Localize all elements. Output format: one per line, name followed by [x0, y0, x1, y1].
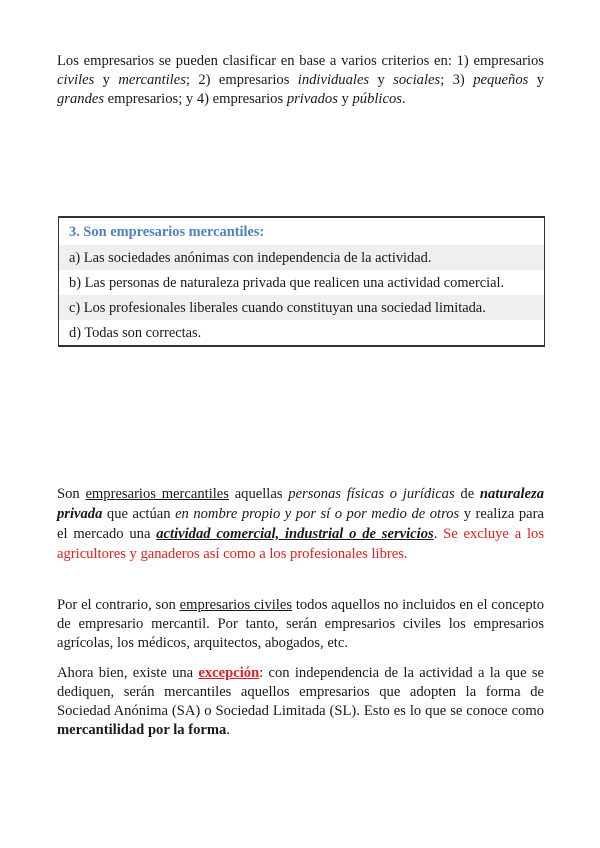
text-run: y realiza para el mercado una [57, 506, 544, 542]
term-mercantilidad-forma: mercantilidad por la forma [57, 722, 227, 738]
term-privados: privados [286, 91, 338, 107]
term-actividad: actividad comercial, industrial o de servicios [156, 526, 434, 542]
quiz-question-box [58, 216, 545, 347]
term-publicos: públicos [352, 91, 402, 107]
text-run: Los empresarios se pueden clasificar en base a varios criterios en: 1) empresarios [57, 53, 544, 69]
term-civiles: civiles [57, 72, 95, 88]
text-run: empresarios; y 4) empresarios [104, 91, 287, 107]
term-empresarios-mercantiles: empresarios mercantiles [85, 486, 229, 502]
text-run: y [528, 72, 544, 88]
text-run: todos aquellos no incluidos en el concepto de empresario mercantil. Por tanto, serán empresarios civiles los empresarios agrícolas, los médicos, arquitectos, abogados, etc. [57, 597, 544, 651]
term-naturaleza-privada: naturaleza privada [57, 486, 544, 522]
term-mercantiles: mercantiles [118, 72, 186, 88]
text-run: y [337, 91, 353, 107]
text-run: . [226, 722, 230, 738]
term-excepcion: excepción [198, 665, 260, 681]
term-empresarios-civiles: empresarios civiles [179, 597, 293, 613]
text-run: que actúan [102, 506, 176, 522]
exclusion-note: Se excluye a los agricultores y ganaderos así como a los profesionales libres. [57, 526, 545, 562]
term-grandes: grandes [57, 91, 105, 107]
option-a: a) Las sociedades anónimas con independencia de la actividad. [59, 245, 544, 270]
question-title: 3. Son empresarios mercantiles: [69, 224, 265, 240]
option-c: c) Los profesionales liberales cuando constituyan una sociedad limitada. [59, 295, 544, 320]
term-individuales: individuales [297, 72, 370, 88]
text-run: . [401, 91, 406, 107]
text-run: Son [57, 486, 86, 502]
text-run: : con independencia de la actividad a la que se dediquen, serán mercantiles aquellos empresarios que adopten la forma de Sociedad Anónima (SA) o Sociedad Limitada (SL). Esto es lo que se conoce como [57, 665, 544, 719]
civiles-definition-paragraph [57, 596, 544, 653]
text-run: y [369, 72, 394, 88]
text-run: Ahora bien, existe una [57, 665, 199, 681]
term-pequenos: pequeños [473, 72, 529, 88]
option-d: d) Todas son correctas. [69, 325, 202, 341]
text-run: Por el contrario, son [57, 597, 180, 613]
text-run: y [94, 72, 119, 88]
text-run: . [433, 526, 444, 542]
text-run: ; 2) empresarios [185, 72, 298, 88]
option-b: b) Las personas de naturaleza privada que realicen una actividad comercial. [69, 275, 505, 291]
term-sociales: sociales [393, 72, 441, 88]
intro-paragraph [57, 52, 544, 109]
text-run: ; 3) [440, 72, 474, 88]
term-personas: personas físicas o jurídicas [288, 486, 455, 502]
text-run: de [454, 486, 480, 502]
text-run: aquellas [228, 486, 289, 502]
exception-paragraph [57, 664, 544, 740]
mercantiles-definition-paragraph [57, 484, 544, 564]
term-nombre-propio: en nombre propio y por sí o por medio de otros [175, 506, 460, 522]
